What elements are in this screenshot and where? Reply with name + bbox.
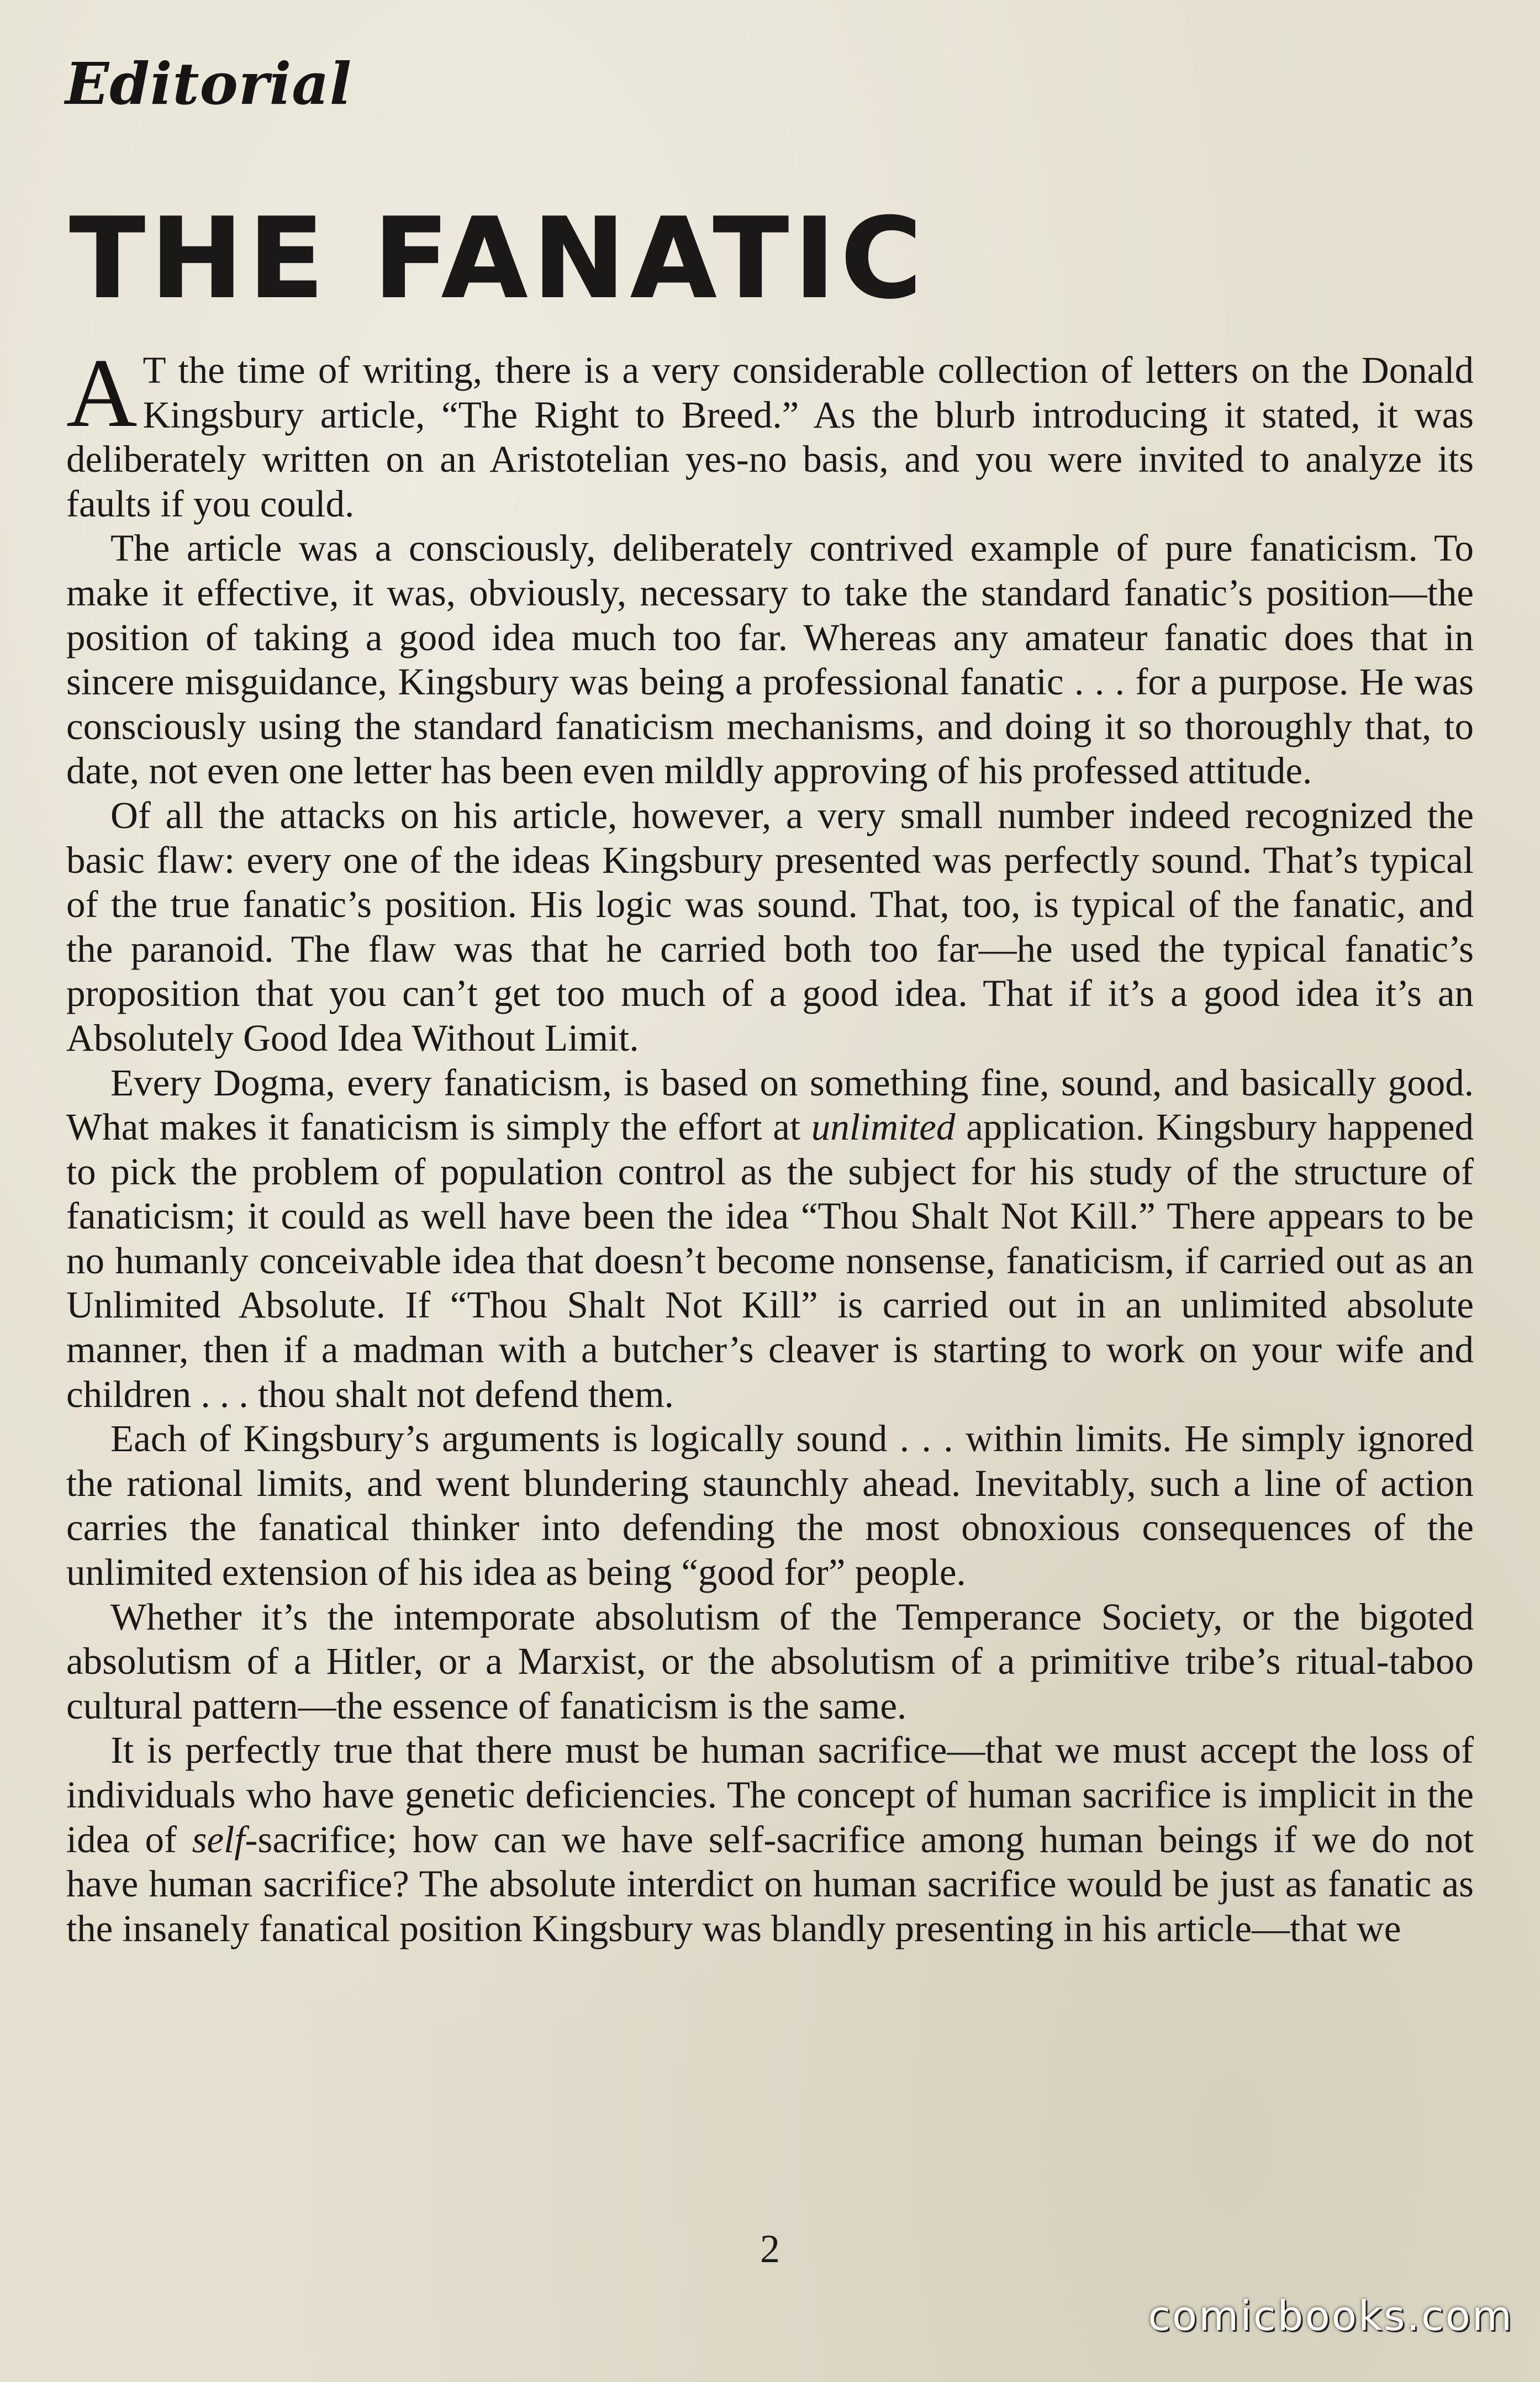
paragraph-3: Of all the attacks on his article, however, a very small number indeed recognized the basic flaw: every one of the ideas Kingsbury presented was perfectly sound. That’s typical of the true fanatic’s position. His logic was sound. That, too, is typical of the fanatic, and the paranoid. The flaw was that he carried both too far—he used the typical fanatic’s proposition that you can’t get too much of a good idea. That if it’s a good idea it’s an Absolutely Good Idea Without Limit. [66,794,1474,1059]
paragraph-4-text-before: Every Dogma, every fanaticism, is based on something fine, sound, and basically good. What makes it fanaticism is simply the effort at [66,1061,1474,1148]
paragraph-1-text: T the time of writing, there is a very considerable collection of letters on the Donald Kingsbury article, “The Right to Breed.” As the blurb introducing it stated, it was deliberately written on an Aristotelian yes-no basis, and you were invited to analyze its faults if you could. [66,349,1474,525]
paragraph-4-text-after: application. Kingsbury happened to pick the problem of population control as the subject for his study of the structure of fanaticism; it could as well have been the idea “Thou Shalt Not Kill.” There appears to be no humanly conceivable idea that doesn’t become nonsense, fanaticism, if carried out as an Unlimited Absolute. If “Thou Shalt Not Kill” is carried out in an unlimited absolute manner, then if a madman with a butcher’s cleaver is starting to work on your wife and children . . . thou shalt not defend them. [66,1106,1474,1415]
paragraph-6: Whether it’s the intemporate absolutism of the Temperance Society, or the bigoted absolutism of a Hitler, or a Marxist, or the absolutism of a primitive tribe’s ritual-taboo cultural pattern—the essence of fanaticism is the same. [66,1595,1474,1727]
title-text: THE FANATIC [70,194,927,312]
paragraph-7-text-before: It is perfectly true that there must be human sacrifice—that we must accept the loss of individuals who have genetic deficiencies. The concept of human sacrifice is implicit in the idea of [66,1729,1474,1861]
section-label: Editorial [65,50,352,118]
paragraph-1 [66,338,1474,526]
emphasis-unlimited: unlimited [811,1106,956,1148]
paragraph-4 [66,1061,1474,1417]
paragraph-5: Each of Kingsbury’s arguments is logically sound . . . within limits. He simply ignored the rational limits, and went blundering staunchly ahead. Inevitably, such a line of action carries the fanatical thinker into defending the most obnoxious consequences of the unlimited extension of his idea as being “good for” people. [66,1417,1474,1594]
site-watermark: comicbooks.com [1148,2293,1513,2340]
paragraph-7 [66,1728,1474,1951]
page-number: 2 [760,2227,780,2271]
article-body [66,338,1474,1951]
paragraph-2: The article was a consciously, deliberately contrived example of pure fanaticism. To make it effective, it was, obviously, necessary to take the standard fanatic’s position—the position of taking a good idea much too far. Whereas any amateur fanatic does that in sincere misguidance, Kingsbury was being a professional fanatic . . . for a purpose. He was consciously using the standard fanaticism mechanisms, and doing it so thoroughly that, to date, not even one letter has been even mildly approving of his professed attitude. [66,527,1474,792]
emphasis-self: self [192,1818,245,1861]
article-title [65,191,1087,312]
paragraph-7-text-after: -sacrifice; how can we have self-sacrifice among human beings if we do not have human sacrifice? The absolute interdict on human sacrifice would be just as fanatic as the insanely fanatical position Kingsbury was blandly presenting in his article—that we [66,1818,1474,1949]
title-lettering [65,191,1087,312]
drop-cap: A [66,338,138,447]
